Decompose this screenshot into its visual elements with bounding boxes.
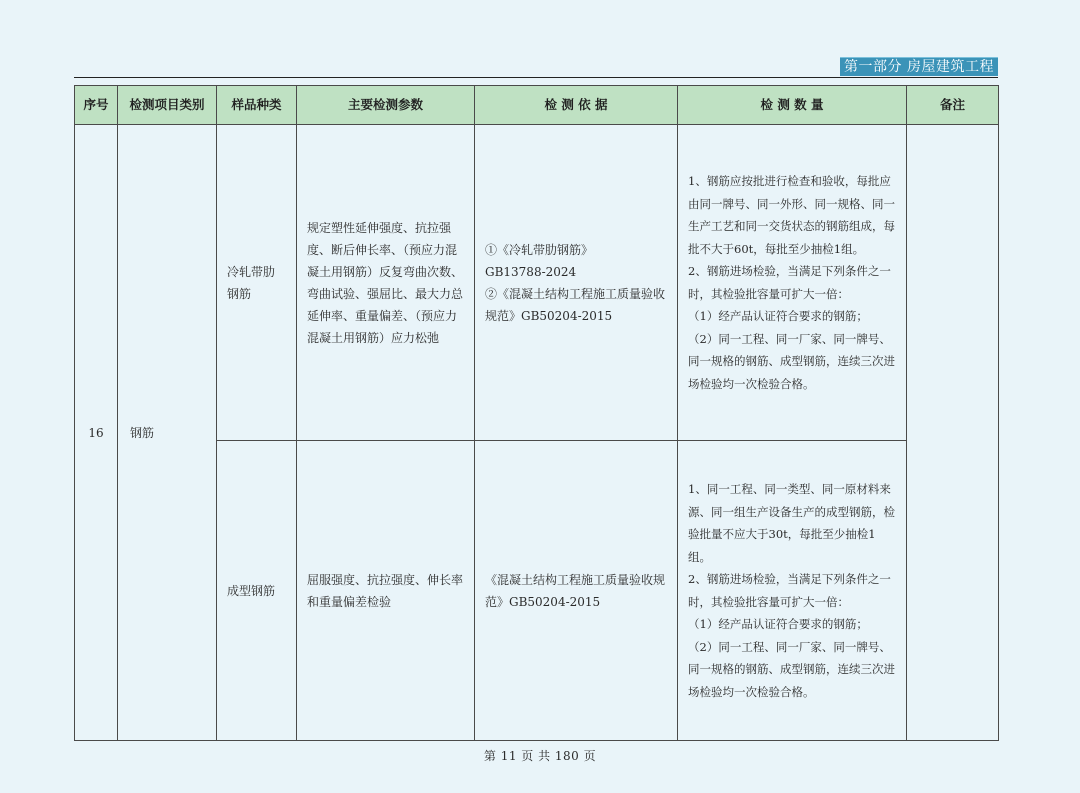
header-rule bbox=[74, 77, 998, 78]
quantity-line: 1、钢筋应按批进行检查和验收，每批应由同一牌号、同一外形、同一规格、同一生产工艺和同一交货状态的钢筋组成，每批不大于60t，每批至少抽检1组。 bbox=[688, 174, 895, 256]
basis-line: ②《混凝土结构工程施工质量验收规范》GB50204-2015 bbox=[485, 286, 666, 323]
page-number: 第 11 页 共 180 页 bbox=[483, 749, 597, 763]
row-index: 16 bbox=[75, 125, 118, 741]
sample-type-formed: 成型钢筋 bbox=[217, 441, 297, 741]
quantity-line: 1、同一工程、同一类型、同一原材料来源、同一组生产设备生产的成型钢筋，检验批量不应大于30t，每批至少抽检1组。 bbox=[688, 482, 895, 564]
table-header bbox=[75, 86, 999, 125]
row-category: 钢筋 bbox=[118, 125, 217, 741]
header-parameters: 主要检测参数 bbox=[297, 86, 475, 125]
quantity-line: （1）经产品认证符合要求的钢筋； bbox=[688, 309, 868, 323]
header-remarks: 备注 bbox=[907, 86, 999, 125]
header-basis: 检 测 依 据 bbox=[475, 86, 678, 125]
basis-cold-rolled bbox=[475, 125, 678, 441]
quantity-formed bbox=[678, 441, 907, 741]
header-quantity: 检 测 数 量 bbox=[678, 86, 907, 125]
quantity-cold-rolled bbox=[678, 125, 907, 441]
quantity-line: 2、钢筋进场检验，当满足下列条件之一时，其检验批容量可扩大一倍： bbox=[688, 264, 891, 301]
basis-formed bbox=[475, 441, 678, 741]
parameters-cold-rolled: 规定塑性延伸强度、抗拉强度、断后伸长率、（预应力混凝土用钢筋）反复弯曲次数、弯曲试验、强屈比、最大力总延伸率、重量偏差、（预应力混凝土用钢筋）应力松弛 bbox=[297, 125, 475, 441]
basis-line: 《混凝土结构工程施工质量验收规范》GB50204-2015 bbox=[485, 572, 666, 609]
basis-line: ①《冷轧带肋钢筋》 bbox=[485, 242, 594, 257]
header-sample-type: 样品种类 bbox=[217, 86, 297, 125]
quantity-line: （2）同一工程、同一厂家、同一牌号、同一规格的钢筋、成型钢筋，连续三次进场检验均一次检验合格。 bbox=[688, 331, 895, 391]
header-index: 序号 bbox=[75, 86, 118, 125]
quantity-line: （2）同一工程、同一厂家、同一牌号、同一规格的钢筋、成型钢筋，连续三次进场检验均一次检验合格。 bbox=[688, 639, 895, 699]
header-category: 检测项目类别 bbox=[118, 86, 217, 125]
inspection-table bbox=[74, 85, 999, 741]
page-header bbox=[74, 56, 998, 78]
row-remarks bbox=[907, 125, 999, 741]
sample-type-cold-rolled: 冷轧带肋钢筋 bbox=[217, 125, 297, 441]
table-row bbox=[75, 125, 999, 441]
section-label: 第一部分 房屋建筑工程 bbox=[840, 57, 998, 76]
quantity-line: 2、钢筋进场检验，当满足下列条件之一时，其检验批容量可扩大一倍： bbox=[688, 572, 891, 609]
parameters-formed: 屈服强度、抗拉强度、伸长率和重量偏差检验 bbox=[297, 441, 475, 741]
quantity-line: （1）经产品认证符合要求的钢筋； bbox=[688, 617, 868, 631]
basis-line: GB13788-2024 bbox=[485, 264, 577, 279]
header-row bbox=[75, 86, 999, 125]
